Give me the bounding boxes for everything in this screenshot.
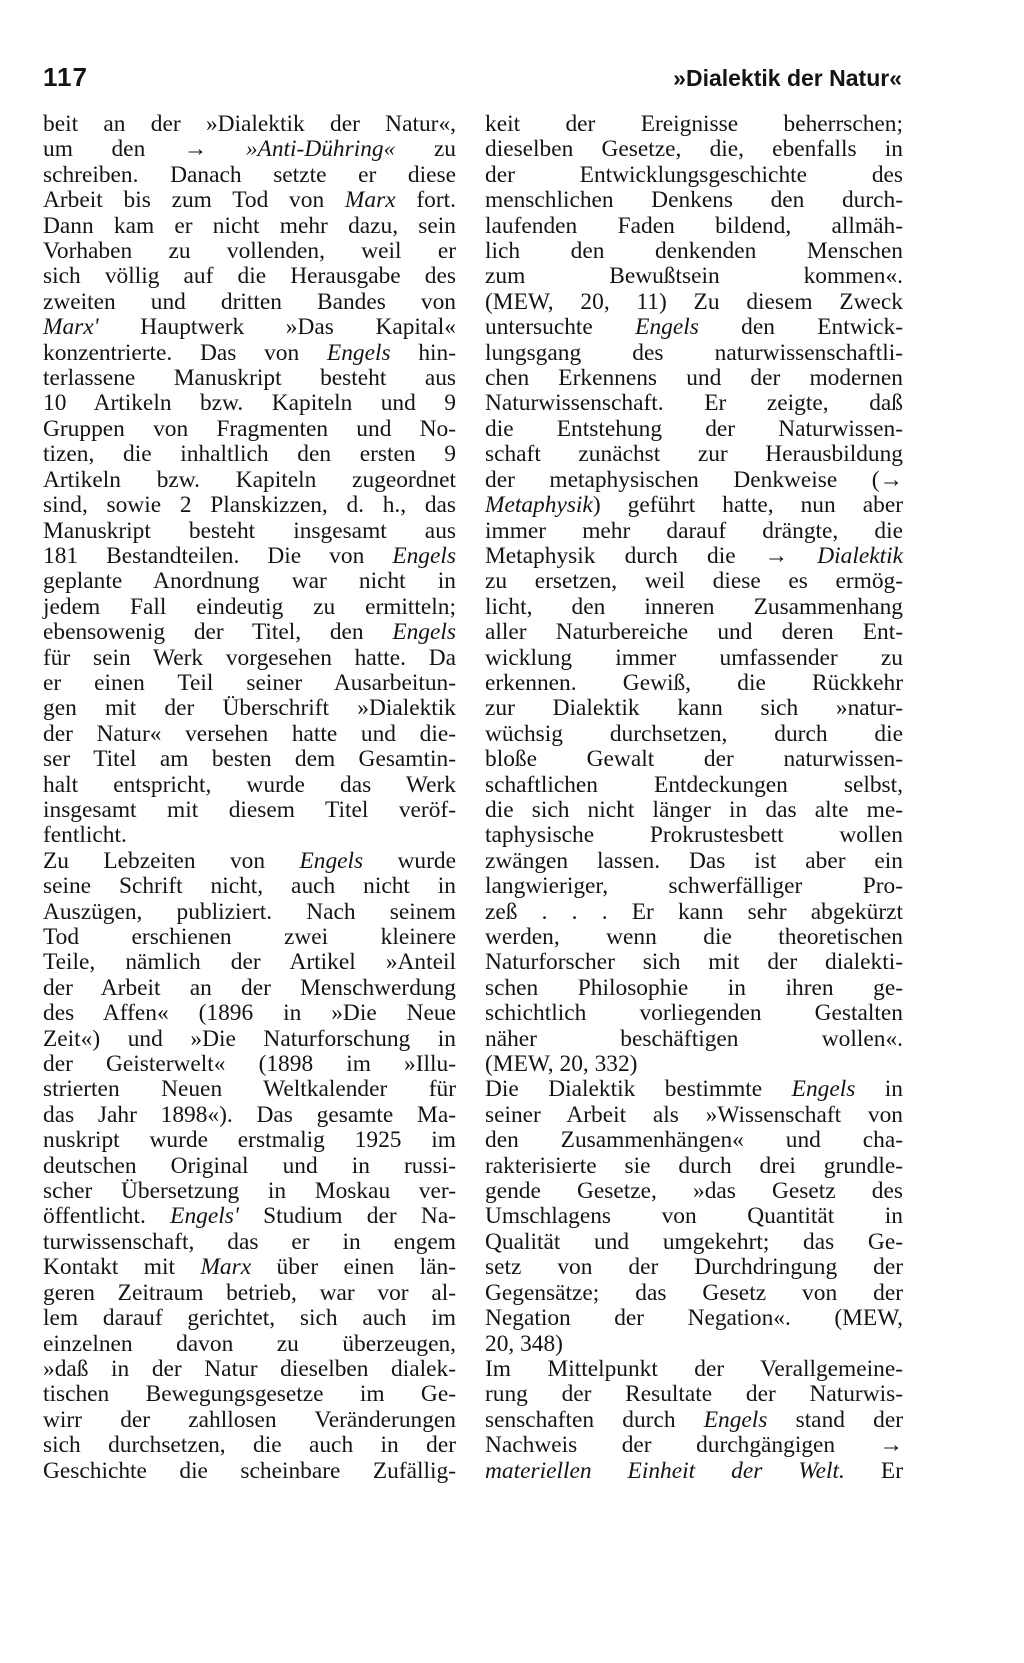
italic-term: Engels <box>299 847 364 874</box>
text-line <box>43 1382 456 1407</box>
text-run: keit der Ereignisse beherrschen; <box>485 111 903 137</box>
text-run: Naturwissenschaft. Er zeigte, daß <box>485 390 903 417</box>
text-run: Negation der Negation«. (MEW, <box>485 1305 903 1332</box>
text-line <box>485 823 903 848</box>
text-run: laufenden Faden bildend, allmäh- <box>485 212 903 239</box>
text-run: der metaphysischen Denkweise (→ <box>485 466 903 493</box>
text-line <box>485 874 903 899</box>
text-line <box>485 849 903 874</box>
text-run: 20, 348) <box>485 1330 563 1357</box>
text-line <box>43 391 456 416</box>
text-line <box>43 849 456 874</box>
text-line <box>485 493 903 518</box>
text-line <box>485 341 903 366</box>
text-line <box>485 214 903 239</box>
text-run: Arbeit bis zum Tod von <box>43 187 345 214</box>
text-run: Qualität und umgekehrt; das Ge- <box>485 1228 903 1255</box>
text-run: Kontakt mit <box>43 1254 201 1281</box>
text-run: gen mit der Überschrift »Dialektik <box>43 695 456 722</box>
text-run: lem darauf gerichtet, sich auch im <box>43 1305 456 1332</box>
text-run: die Entstehung der Naturwissen- <box>485 415 903 442</box>
text-line <box>485 1027 903 1052</box>
text-line <box>485 900 903 925</box>
text-run: zu <box>395 136 456 163</box>
italic-term: »Anti-Dühring« <box>245 136 396 163</box>
text-line <box>43 747 456 772</box>
text-line <box>485 264 903 289</box>
running-title: »Dialektik der Natur« <box>673 65 902 91</box>
text-run: werden, wenn die theoretischen <box>485 924 903 950</box>
text-run: stand der <box>767 1406 904 1433</box>
text-run: Artikeln bzw. Kapiteln zugeordnet <box>43 466 456 493</box>
page-header <box>43 62 902 93</box>
text-run: das Jahr 1898«). Das gesamte Ma- <box>43 1101 456 1128</box>
text-line <box>43 1433 456 1458</box>
text-line <box>43 264 456 289</box>
text-run: scher Übersetzung in Moskau ver- <box>43 1178 456 1205</box>
text-line <box>485 1052 903 1077</box>
text-run: er einen Teil seiner Ausarbeitun- <box>43 669 456 696</box>
left-text-column <box>43 112 456 1484</box>
text-run: Zu Lebzeiten von <box>43 847 300 874</box>
text-line <box>43 1128 456 1153</box>
text-line <box>43 1154 456 1179</box>
italic-term: Engels <box>392 619 456 646</box>
text-run: rung der Resultate der Naturwis- <box>485 1381 903 1408</box>
text-line <box>485 950 903 975</box>
text-line <box>43 1255 456 1280</box>
text-run: Metaphysik durch die → <box>485 542 818 569</box>
text-line <box>43 722 456 747</box>
text-run: Tod erschienen zwei kleinere <box>43 924 456 950</box>
text-run: schreiben. Danach setzte er diese <box>43 161 456 188</box>
text-line <box>485 671 903 696</box>
text-run: Die Dialektik bestimmte <box>485 1076 792 1103</box>
text-run: Er <box>844 1457 903 1484</box>
text-line <box>43 468 456 493</box>
right-text-column <box>485 112 903 1484</box>
text-run: den Zusammenhängen« und cha- <box>485 1127 903 1154</box>
text-run: nuskript wurde erstmalig 1925 im <box>43 1127 456 1154</box>
text-run: dieselben Gesetze, die, ebenfalls in <box>485 136 903 163</box>
text-line <box>43 417 456 442</box>
text-run: ) geführt hatte, nun aber <box>592 492 903 519</box>
italic-term: Engels <box>703 1406 768 1433</box>
text-line <box>485 1230 903 1255</box>
text-run: Teile, nämlich der Artikel »Anteil <box>43 949 456 976</box>
text-run: sich völlig auf die Herausgabe des <box>43 263 456 290</box>
italic-term: Marx <box>200 1254 252 1281</box>
text-run: die sich nicht länger in das alte me- <box>485 796 903 823</box>
text-line <box>43 1001 456 1026</box>
text-run: sind, sowie 2 Planskizzen, d. h., das <box>43 492 456 519</box>
text-run: aller Naturbereiche und deren Ent- <box>485 619 903 646</box>
text-run: terlassene Manuskript besteht aus <box>43 365 456 392</box>
text-run: der Arbeit an der Menschwerdung <box>43 974 456 1001</box>
text-line <box>43 798 456 823</box>
text-run: zum Bewußtsein kommen«. <box>485 263 903 290</box>
text-run: beit an der »Dialektik der Natur«, <box>43 111 456 137</box>
text-run: einzelnen davon zu überzeugen, <box>43 1330 456 1357</box>
text-line <box>43 900 456 925</box>
text-line <box>485 1204 903 1229</box>
text-run: schichtlich vorliegenden Gestalten <box>485 1000 903 1027</box>
text-run: über einen län- <box>251 1254 457 1281</box>
text-line <box>43 1281 456 1306</box>
text-run: geren Zeitraum betrieb, war vor al- <box>43 1279 456 1306</box>
text-line <box>485 519 903 544</box>
text-line <box>43 214 456 239</box>
text-line <box>43 442 456 467</box>
text-run: Naturforscher sich mit der dialekti- <box>485 949 903 976</box>
text-run: schaftlichen Entdeckungen selbst, <box>485 771 903 798</box>
text-run: untersuchte <box>485 314 636 341</box>
text-run: zweiten und dritten Bandes von <box>43 288 456 315</box>
text-run: menschlichen Denkens den durch- <box>485 187 903 214</box>
text-run: chen Erkennens und der modernen <box>485 365 903 392</box>
text-run: wurde <box>363 847 456 874</box>
text-line <box>43 671 456 696</box>
text-run: zwängen lassen. Das ist aber ein <box>485 847 903 874</box>
text-line <box>43 1103 456 1128</box>
text-run: licht, den inneren Zusammenhang <box>485 593 903 620</box>
text-line <box>485 595 903 620</box>
text-line <box>43 1204 456 1229</box>
text-run: halt entspricht, wurde das Werk <box>43 771 456 798</box>
text-run: langwieriger, schwerfälliger Pro- <box>485 873 903 900</box>
italic-term: Engels <box>635 314 699 341</box>
text-run: Hauptwerk »Das Kapital« <box>98 314 456 341</box>
text-run: Zeit«) und »Die Naturforschung in <box>43 1025 456 1052</box>
text-run: (MEW, 20, 332) <box>485 1051 638 1078</box>
text-run: (MEW, 20, 11) Zu diesem Zweck <box>485 288 903 315</box>
text-run: ebensowenig der Titel, den <box>43 619 393 646</box>
text-run: wüchsig durchsetzen, durch die <box>485 720 903 747</box>
text-line <box>485 1179 903 1204</box>
text-run: der Geisterwelt« (1898 im »Illu- <box>43 1051 456 1078</box>
text-line <box>485 1306 903 1331</box>
text-run: 181 Bestandteilen. Die von <box>43 542 393 569</box>
text-line <box>43 112 456 137</box>
text-run: in <box>855 1076 903 1103</box>
text-line <box>43 1077 456 1102</box>
text-line <box>485 442 903 467</box>
text-run: schen Philosophie in ihren ge- <box>485 974 903 1001</box>
text-line <box>43 188 456 213</box>
text-line <box>43 163 456 188</box>
text-run: rakterisierte sie durch drei grundle- <box>485 1152 903 1179</box>
text-line <box>485 1382 903 1407</box>
text-line <box>485 1001 903 1026</box>
text-line <box>43 823 456 848</box>
text-run: hin- <box>390 339 456 366</box>
text-line <box>485 1077 903 1102</box>
text-run: um den → <box>43 136 246 163</box>
text-line <box>43 1459 456 1484</box>
text-line <box>485 1357 903 1382</box>
text-run: wirr der zahllosen Veränderungen <box>43 1406 456 1433</box>
text-run: Umschlagens von Quantität in <box>485 1203 903 1230</box>
text-line <box>43 1179 456 1204</box>
text-run: Dann kam er nicht mehr dazu, sein <box>43 212 456 239</box>
text-run: fentlicht. <box>43 822 127 849</box>
text-run: der Entwicklungsgeschichte des <box>485 161 903 188</box>
italic-term: Marx' <box>43 314 99 341</box>
text-line <box>43 341 456 366</box>
text-run: sich durchsetzen, die auch in der <box>43 1432 456 1459</box>
text-run: zeß . . . Er kann sehr abgekürzt <box>485 898 903 925</box>
text-run: gende Gesetze, »das Gesetz des <box>485 1178 903 1205</box>
text-line <box>485 747 903 772</box>
text-line <box>43 569 456 594</box>
text-line <box>43 950 456 975</box>
text-line <box>43 874 456 899</box>
text-run: näher beschäftigen wollen«. <box>485 1025 903 1052</box>
text-run: erkennen. Gewiß, die Rückkehr <box>485 669 903 696</box>
text-line <box>485 722 903 747</box>
text-line <box>485 646 903 671</box>
text-line <box>485 798 903 823</box>
text-run: wicklung immer umfassender zu <box>485 644 903 671</box>
text-run: Gegensätze; das Gesetz von der <box>485 1279 903 1306</box>
text-run: »daß in der Natur dieselben dialek- <box>43 1355 456 1382</box>
text-line <box>43 696 456 721</box>
text-run: schaft zunächst zur Herausbildung <box>485 441 903 468</box>
text-run: konzentrierte. Das von <box>43 339 327 366</box>
italic-term: Engels' <box>170 1203 239 1230</box>
text-line <box>485 1128 903 1153</box>
italic-term: Engels <box>326 339 391 366</box>
text-line <box>485 773 903 798</box>
text-line <box>43 239 456 264</box>
text-run: Geschichte die scheinbare Zufällig- <box>43 1457 456 1484</box>
text-run: Manuskript besteht insgesamt aus <box>43 517 456 544</box>
text-run: des Affen« (1896 in »Die Neue <box>43 1000 456 1027</box>
text-line <box>43 1052 456 1077</box>
text-line <box>485 366 903 391</box>
text-line <box>43 1306 456 1331</box>
text-run: senschaften durch <box>485 1406 704 1433</box>
text-line <box>485 239 903 264</box>
italic-term: Engels <box>791 1076 856 1103</box>
text-line <box>485 544 903 569</box>
text-run: geplante Anordnung war nicht in <box>43 568 456 595</box>
text-line <box>485 112 903 137</box>
text-run: zu ersetzen, weil diese es ermög- <box>485 568 903 595</box>
text-line <box>43 1357 456 1382</box>
text-line <box>485 1433 903 1458</box>
text-run: tizen, die inhaltlich den ersten 9 <box>43 441 456 468</box>
text-line <box>485 925 903 950</box>
text-line <box>43 595 456 620</box>
text-run: setz von der Durchdringung der <box>485 1254 903 1281</box>
text-line <box>485 569 903 594</box>
text-run: Gruppen von Fragmenten und No- <box>43 415 456 442</box>
text-run: den Entwick- <box>698 314 903 341</box>
text-run: ser Titel am besten dem Gesamtin- <box>43 746 456 773</box>
italic-term: materiellen Einheit der Welt. <box>485 1457 845 1484</box>
text-run: lich den denkenden Menschen <box>485 238 903 265</box>
text-line <box>43 1230 456 1255</box>
text-run: seine Schrift nicht, auch nicht in <box>43 873 456 900</box>
italic-term: Dialektik <box>817 542 903 569</box>
text-line <box>43 1408 456 1433</box>
text-run: Nachweis der durchgängigen → <box>485 1432 903 1459</box>
text-run: bloße Gewalt der naturwissen- <box>485 746 903 773</box>
text-run: turwissenschaft, das er in engem <box>43 1228 456 1255</box>
text-run: für sein Werk vorgesehen hatte. Da <box>43 644 456 671</box>
text-run: fort. <box>395 187 456 214</box>
text-run: taphysische Prokrustesbett wollen <box>485 822 903 849</box>
text-run: Im Mittelpunkt der Verallgemeine- <box>485 1355 903 1382</box>
text-line <box>485 696 903 721</box>
text-line <box>43 519 456 544</box>
text-line <box>43 976 456 1001</box>
text-run: 10 Artikeln bzw. Kapiteln und 9 <box>43 390 456 417</box>
italic-term: Marx <box>344 187 396 214</box>
text-line <box>485 1154 903 1179</box>
text-line <box>485 315 903 340</box>
text-line <box>43 925 456 950</box>
text-line <box>485 290 903 315</box>
text-line <box>485 417 903 442</box>
page-number: 117 <box>43 62 88 92</box>
text-line <box>485 163 903 188</box>
text-line <box>43 137 456 162</box>
text-run: deutschen Original und in russi- <box>43 1152 456 1179</box>
text-line <box>485 1103 903 1128</box>
text-line <box>485 468 903 493</box>
text-run: öffentlicht. <box>43 1203 171 1230</box>
text-run: insgesamt mit diesem Titel veröf- <box>43 796 456 823</box>
text-line <box>43 315 456 340</box>
text-run: lungsgang des naturwissenschaftli- <box>485 339 903 366</box>
text-line <box>43 1027 456 1052</box>
text-line <box>43 620 456 645</box>
text-run: der Natur« versehen hatte und die- <box>43 720 456 747</box>
text-line <box>43 290 456 315</box>
text-line <box>43 1332 456 1357</box>
text-line <box>485 1281 903 1306</box>
text-line <box>485 1408 903 1433</box>
text-run: seiner Arbeit als »Wissenschaft von <box>485 1101 903 1128</box>
text-line <box>485 620 903 645</box>
italic-term: Engels <box>392 542 456 569</box>
text-run: tischen Bewegungsgesetze im Ge- <box>43 1381 456 1408</box>
text-line <box>485 137 903 162</box>
text-line <box>43 544 456 569</box>
italic-term: Metaphysik <box>485 492 593 519</box>
text-run: strierten Neuen Weltkalender für <box>43 1076 456 1103</box>
text-run: Auszügen, publiziert. Nach seinem <box>43 898 456 925</box>
text-line <box>43 366 456 391</box>
text-run: immer mehr darauf drängte, die <box>485 517 903 544</box>
text-line <box>485 1255 903 1280</box>
text-line <box>485 976 903 1001</box>
text-line <box>485 1332 903 1357</box>
text-line <box>485 1459 903 1484</box>
text-line <box>485 391 903 416</box>
text-line <box>43 493 456 518</box>
text-run: Vorhaben zu vollenden, weil er <box>43 238 456 265</box>
text-line <box>43 646 456 671</box>
text-run: jedem Fall eindeutig zu ermitteln; <box>43 593 456 620</box>
text-line <box>43 773 456 798</box>
text-run: Studium der Na- <box>238 1203 456 1230</box>
text-line <box>485 188 903 213</box>
text-run: zur Dialektik kann sich »natur- <box>485 695 903 722</box>
